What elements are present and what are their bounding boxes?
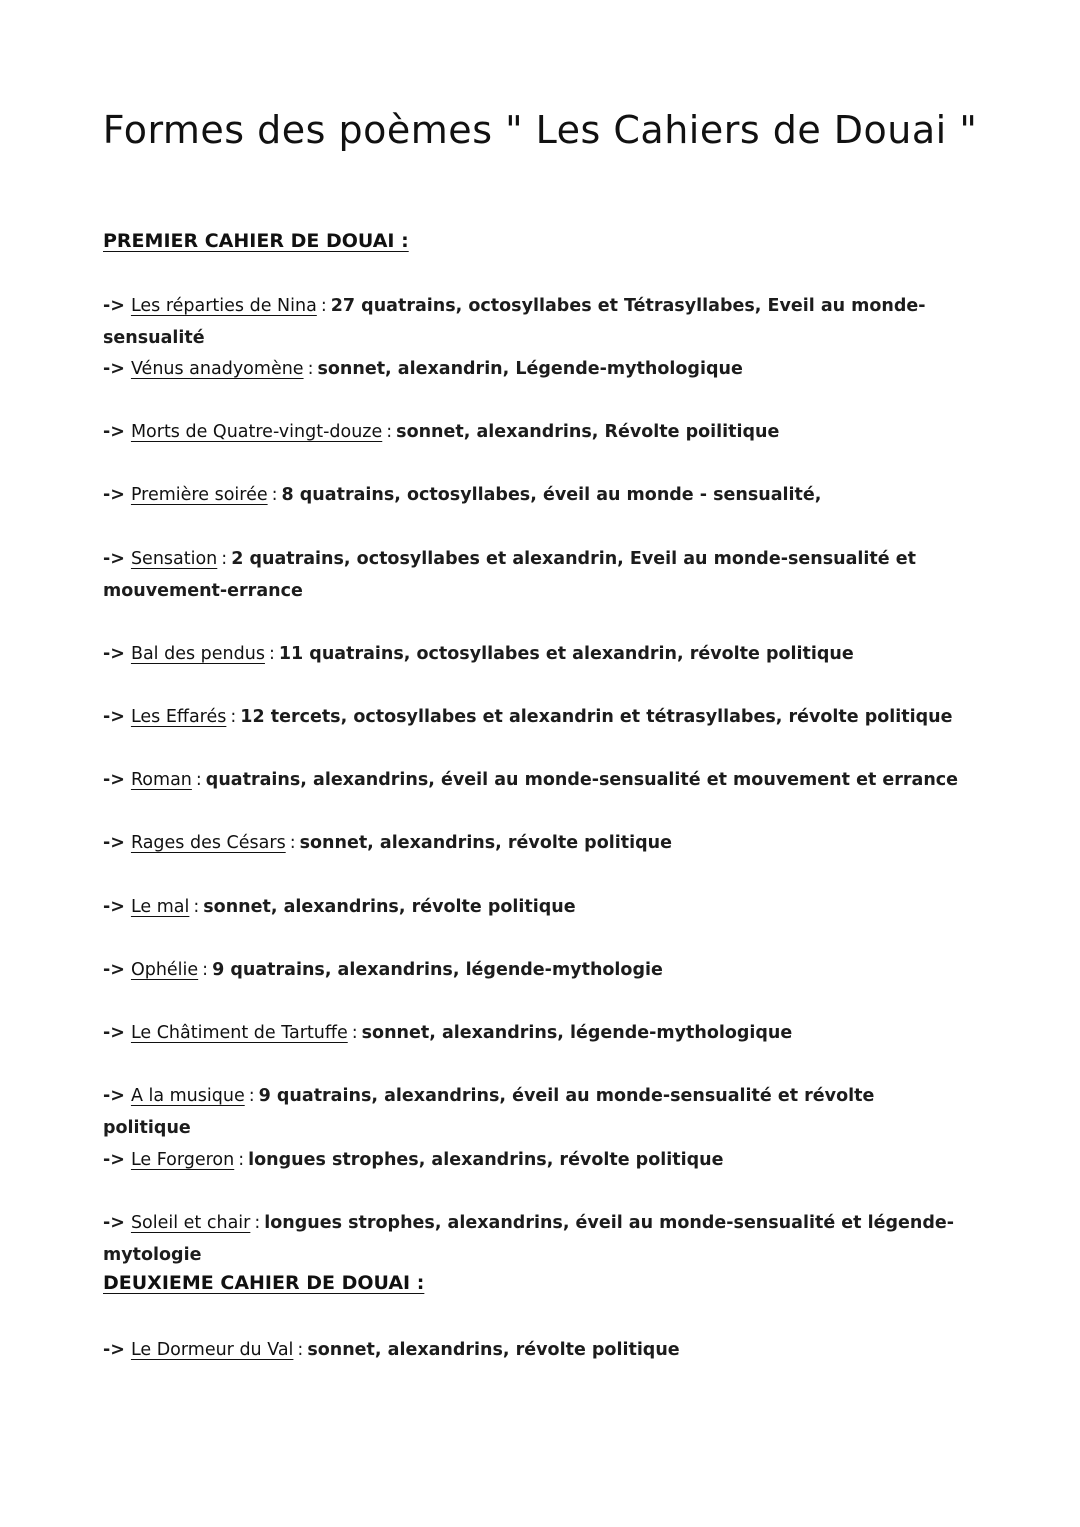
separator: : bbox=[254, 1213, 261, 1233]
section-heading-deuxieme-cahier: DEUXIEME CAHIER DE DOUAI : bbox=[103, 1272, 425, 1294]
list-item bbox=[103, 416, 963, 448]
separator: : bbox=[320, 296, 327, 316]
poem-title: A la musique bbox=[130, 1086, 245, 1106]
list-item bbox=[103, 827, 963, 859]
poem-form: sonnet, alexandrins, révolte politique bbox=[299, 833, 672, 853]
poem-form: 12 tercets, octosyllabes et alexandrin et tétrasyllabes, révolte politique bbox=[240, 707, 953, 727]
separator: : bbox=[195, 770, 202, 790]
poem-title: Le Châtiment de Tartuffe bbox=[130, 1023, 348, 1043]
poem-form: longues strophes, alexandrins, éveil au monde-sensualité et légende-mytologie bbox=[103, 1213, 954, 1265]
arrow-icon: -> bbox=[103, 897, 125, 917]
poem-title: Ophélie bbox=[130, 960, 199, 980]
separator: : bbox=[238, 1150, 245, 1170]
separator: : bbox=[351, 1023, 358, 1043]
separator: : bbox=[202, 960, 209, 980]
arrow-icon: -> bbox=[103, 359, 125, 379]
arrow-icon: -> bbox=[103, 485, 125, 505]
poem-title: Le Dormeur du Val bbox=[130, 1340, 294, 1360]
poem-form: sonnet, alexandrins, Révolte poilitique bbox=[396, 422, 780, 442]
separator: : bbox=[386, 422, 393, 442]
poem-title: Roman bbox=[130, 770, 192, 790]
list-item bbox=[103, 290, 963, 354]
arrow-icon: -> bbox=[103, 960, 125, 980]
arrow-icon: -> bbox=[103, 1150, 125, 1170]
arrow-icon: -> bbox=[103, 549, 125, 569]
poem-title: Morts de Quatre-vingt-douze bbox=[130, 422, 383, 442]
poem-form: 9 quatrains, alexandrins, légende-mythologie bbox=[212, 960, 663, 980]
separator: : bbox=[248, 1086, 255, 1106]
separator: : bbox=[307, 359, 314, 379]
arrow-icon: -> bbox=[103, 770, 125, 790]
poem-title: Les réparties de Nina bbox=[130, 296, 317, 316]
arrow-icon: -> bbox=[103, 1086, 125, 1106]
arrow-icon: -> bbox=[103, 1213, 125, 1233]
poem-title: Le Forgeron bbox=[130, 1150, 235, 1170]
poem-form: longues strophes, alexandrins, révolte politique bbox=[248, 1150, 724, 1170]
list-item bbox=[103, 891, 963, 923]
separator: : bbox=[193, 897, 200, 917]
poem-form: 27 quatrains, octosyllabes et Tétrasyllabes, Eveil au monde-sensualité bbox=[103, 296, 926, 348]
poem-form: 8 quatrains, octosyllabes, éveil au monde - sensualité, bbox=[281, 485, 822, 505]
poem-form: quatrains, alexandrins, éveil au monde-sensualité et mouvement et errance bbox=[205, 770, 959, 790]
list-item bbox=[103, 353, 963, 385]
section-heading-premier-cahier: PREMIER CAHIER DE DOUAI : bbox=[103, 230, 409, 252]
list-item bbox=[103, 1017, 963, 1049]
poem-title: Le mal bbox=[130, 897, 190, 917]
list-item bbox=[103, 954, 963, 986]
poem-title: Vénus anadyomène bbox=[130, 359, 304, 379]
arrow-icon: -> bbox=[103, 833, 125, 853]
list-item bbox=[103, 701, 963, 733]
poem-form: sonnet, alexandrins, révolte politique bbox=[307, 1340, 680, 1360]
list-item bbox=[103, 543, 963, 607]
list-item bbox=[103, 479, 963, 511]
separator: : bbox=[289, 833, 296, 853]
poem-form: 2 quatrains, octosyllabes et alexandrin, Eveil au monde-sensualité et mouvement-errance bbox=[103, 549, 916, 601]
poem-title: Sensation bbox=[130, 549, 218, 569]
separator: : bbox=[268, 644, 275, 664]
arrow-icon: -> bbox=[103, 1340, 125, 1360]
poem-form: sonnet, alexandrin, Légende-mythologique bbox=[317, 359, 743, 379]
poem-form: 11 quatrains, octosyllabes et alexandrin, révolte politique bbox=[278, 644, 854, 664]
arrow-icon: -> bbox=[103, 644, 125, 664]
poem-form: sonnet, alexandrins, légende-mythologique bbox=[361, 1023, 793, 1043]
poem-title: Première soirée bbox=[130, 485, 268, 505]
list-item bbox=[103, 1207, 963, 1271]
poem-title: Rages des Césars bbox=[130, 833, 286, 853]
separator: : bbox=[271, 485, 278, 505]
poem-title: Soleil et chair bbox=[130, 1213, 251, 1233]
poem-form: 9 quatrains, alexandrins, éveil au monde-sensualité et révolte politique bbox=[103, 1086, 875, 1138]
list-item bbox=[103, 1334, 963, 1366]
separator: : bbox=[297, 1340, 304, 1360]
arrow-icon: -> bbox=[103, 422, 125, 442]
poem-title: Les Effarés bbox=[130, 707, 227, 727]
separator: : bbox=[221, 549, 228, 569]
page-title: Formes des poèmes " Les Cahiers de Douai " bbox=[102, 108, 978, 152]
poem-form: sonnet, alexandrins, révolte politique bbox=[203, 897, 576, 917]
separator: : bbox=[230, 707, 237, 727]
arrow-icon: -> bbox=[103, 707, 125, 727]
list-item bbox=[103, 638, 963, 670]
list-item bbox=[103, 764, 963, 796]
arrow-icon: -> bbox=[103, 296, 125, 316]
poem-title: Bal des pendus bbox=[130, 644, 265, 664]
list-item bbox=[103, 1080, 963, 1144]
arrow-icon: -> bbox=[103, 1023, 125, 1043]
list-item bbox=[103, 1144, 963, 1176]
